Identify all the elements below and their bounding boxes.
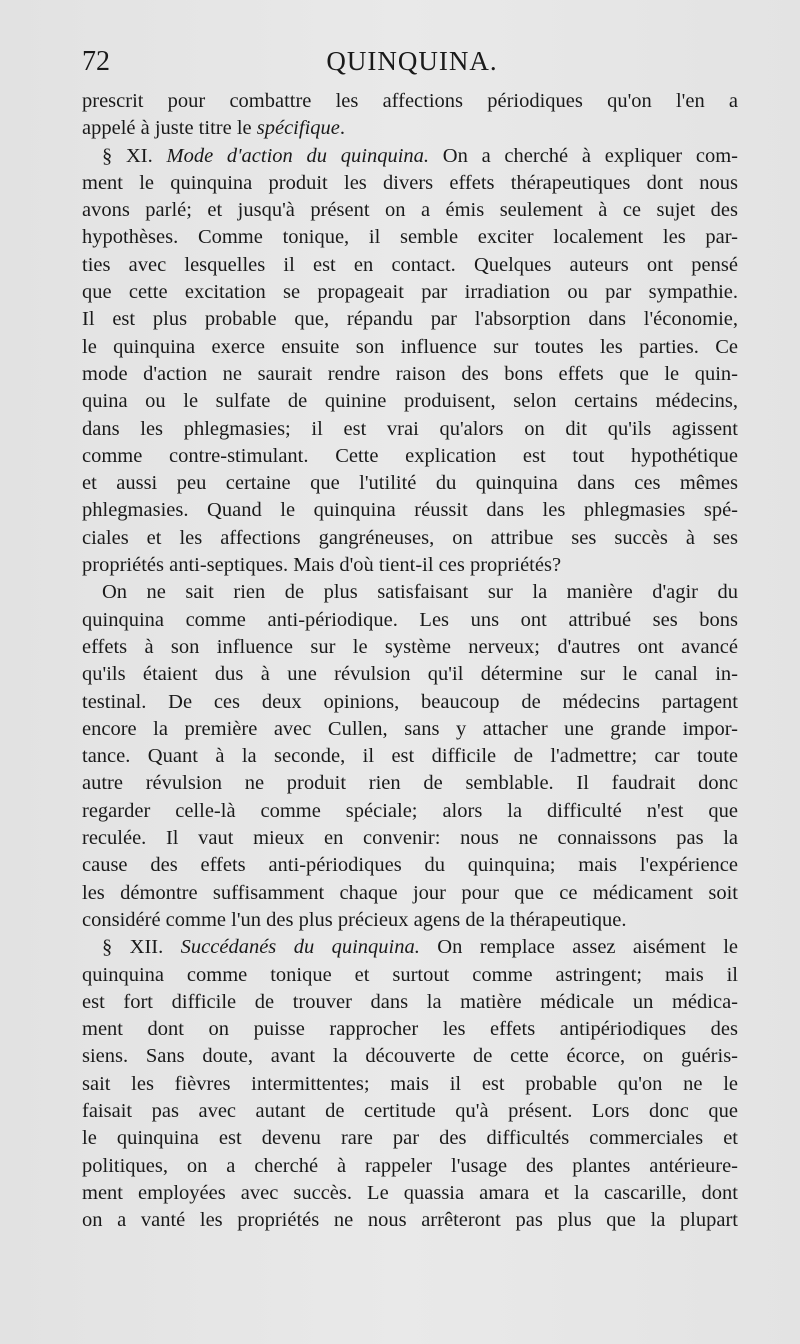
text-line: prescrit pour combattre les affections périodiques qu'on l'en a xyxy=(82,90,738,112)
text-line: Il est plus probable que, répandu par l'absorption dans l'économie, xyxy=(82,308,738,331)
text-line: sait les fièvres intermittentes; mais il est probable qu'on ne le xyxy=(82,1072,738,1095)
line-text-start: § XI. xyxy=(102,144,167,167)
running-head: QUINQUINA. xyxy=(326,46,498,76)
text-line xyxy=(82,115,738,142)
text-line: testinal. De ces deux opinions, beaucoup de médecins partagent xyxy=(82,690,738,713)
section-heading-italic: Succédanés du quinquina. xyxy=(180,936,420,959)
text-line: regarder celle-là comme spéciale; alors la difficulté n'est que xyxy=(82,799,738,822)
text-line: faisait pas avec autant de certitude qu'à présent. Lors donc que xyxy=(82,1099,738,1122)
text-line: comme contre-stimulant. Cette explication est tout hypothétique xyxy=(82,444,738,467)
text-line: mode d'action ne saurait rendre raison des bons effets que le quin- xyxy=(82,362,738,385)
body-text xyxy=(82,88,738,1234)
section-heading-italic: Mode d'action du quinquina. xyxy=(166,144,430,167)
text-line: siens. Sans doute, avant la découverte de cette écorce, on guéris- xyxy=(82,1045,738,1068)
text-line: tance. Quant à la seconde, il est difficile de l'admettre; car toute xyxy=(82,745,738,768)
text-line xyxy=(82,934,738,961)
text-line xyxy=(82,143,738,170)
text-line: les démontre suffisamment chaque jour pour que ce médicament soit xyxy=(82,881,738,904)
text-line: est fort difficile de trouver dans la matière médicale un médica- xyxy=(82,990,738,1013)
text-line: phlegmasies. Quand le quinquina réussit dans les phlegmasies spé- xyxy=(82,499,738,522)
text-line: que cette excitation se propageait par irradiation ou par sympathie. xyxy=(82,281,738,304)
line-text-start: appelé à juste titre le xyxy=(82,117,257,140)
section-heading-italic: spécifique xyxy=(256,117,340,140)
text-line: quinquina comme tonique et surtout comme astringent; mais il xyxy=(82,963,738,986)
text-line: avons parlé; et jusqu'à présent on a émis seulement à ce sujet des xyxy=(82,199,738,222)
line-text-end: On a cherché à expliquer com- xyxy=(429,144,738,167)
text-line: propriétés anti-septiques. Mais d'où tient-il ces propriétés? xyxy=(82,554,562,577)
line-text-end: . xyxy=(339,117,345,140)
text-line: encore la première avec Cullen, sans y attacher une grande impor- xyxy=(82,717,738,740)
line-text-end: On remplace assez aisément le xyxy=(419,936,738,959)
text-line: ciales et les affections gangréneuses, on attribue ses succès à ses xyxy=(82,526,738,549)
text-line: politiques, on a cherché à rappeler l'usage des plantes antérieure- xyxy=(82,1154,738,1177)
text-line: considéré comme l'un des plus précieux agens de la thérapeutique. xyxy=(82,908,627,931)
text-line: autre révulsion ne produit rien de semblable. Il faudrait donc xyxy=(82,772,738,795)
text-line: on a vanté les propriétés ne nous arrêteront pas plus que la plupart xyxy=(82,1209,738,1232)
page-number: 72 xyxy=(82,46,110,77)
text-line: ment employées avec succès. Le quassia amara et la cascarille, dont xyxy=(82,1181,738,1204)
text-line: ment dont on puisse rapprocher les effets antipériodiques des xyxy=(82,1018,738,1041)
line-text-start: § XII. xyxy=(102,936,181,959)
text-line: et aussi peu certaine que l'utilité du quinquina dans ces mêmes xyxy=(82,472,738,495)
text-line: effets à son influence sur le système nerveux; d'autres ont avancé xyxy=(82,635,738,658)
text-line: hypothèses. Comme tonique, il semble exciter localement les par- xyxy=(82,226,738,249)
text-line: On ne sait rien de plus satisfaisant sur la manière d'agir du xyxy=(102,581,738,604)
text-line: dans les phlegmasies; il est vrai qu'alors on dit qu'ils agissent xyxy=(82,417,738,440)
text-line: qu'ils étaient dus à une révulsion qu'il détermine sur le canal in- xyxy=(82,663,738,686)
text-line: le quinquina est devenu rare par des difficultés commerciales et xyxy=(82,1127,738,1150)
text-line: reculée. Il vaut mieux en convenir: nous ne connaissons pas la xyxy=(82,827,738,850)
text-line: ties avec lesquelles il est en contact. Quelques auteurs ont pensé xyxy=(82,253,738,276)
text-line: ment le quinquina produit les divers effets thérapeutiques dont nous xyxy=(82,171,738,194)
text-line: le quinquina exerce ensuite son influence sur toutes les parties. Ce xyxy=(82,335,738,358)
text-line: cause des effets anti-périodiques du quinquina; mais l'expérience xyxy=(82,854,738,877)
text-line: quinquina comme anti-périodique. Les uns ont attribué ses bons xyxy=(82,608,738,631)
text-line: quina ou le sulfate de quinine produisent, selon certains médecins, xyxy=(82,390,738,413)
page-header xyxy=(82,40,742,80)
